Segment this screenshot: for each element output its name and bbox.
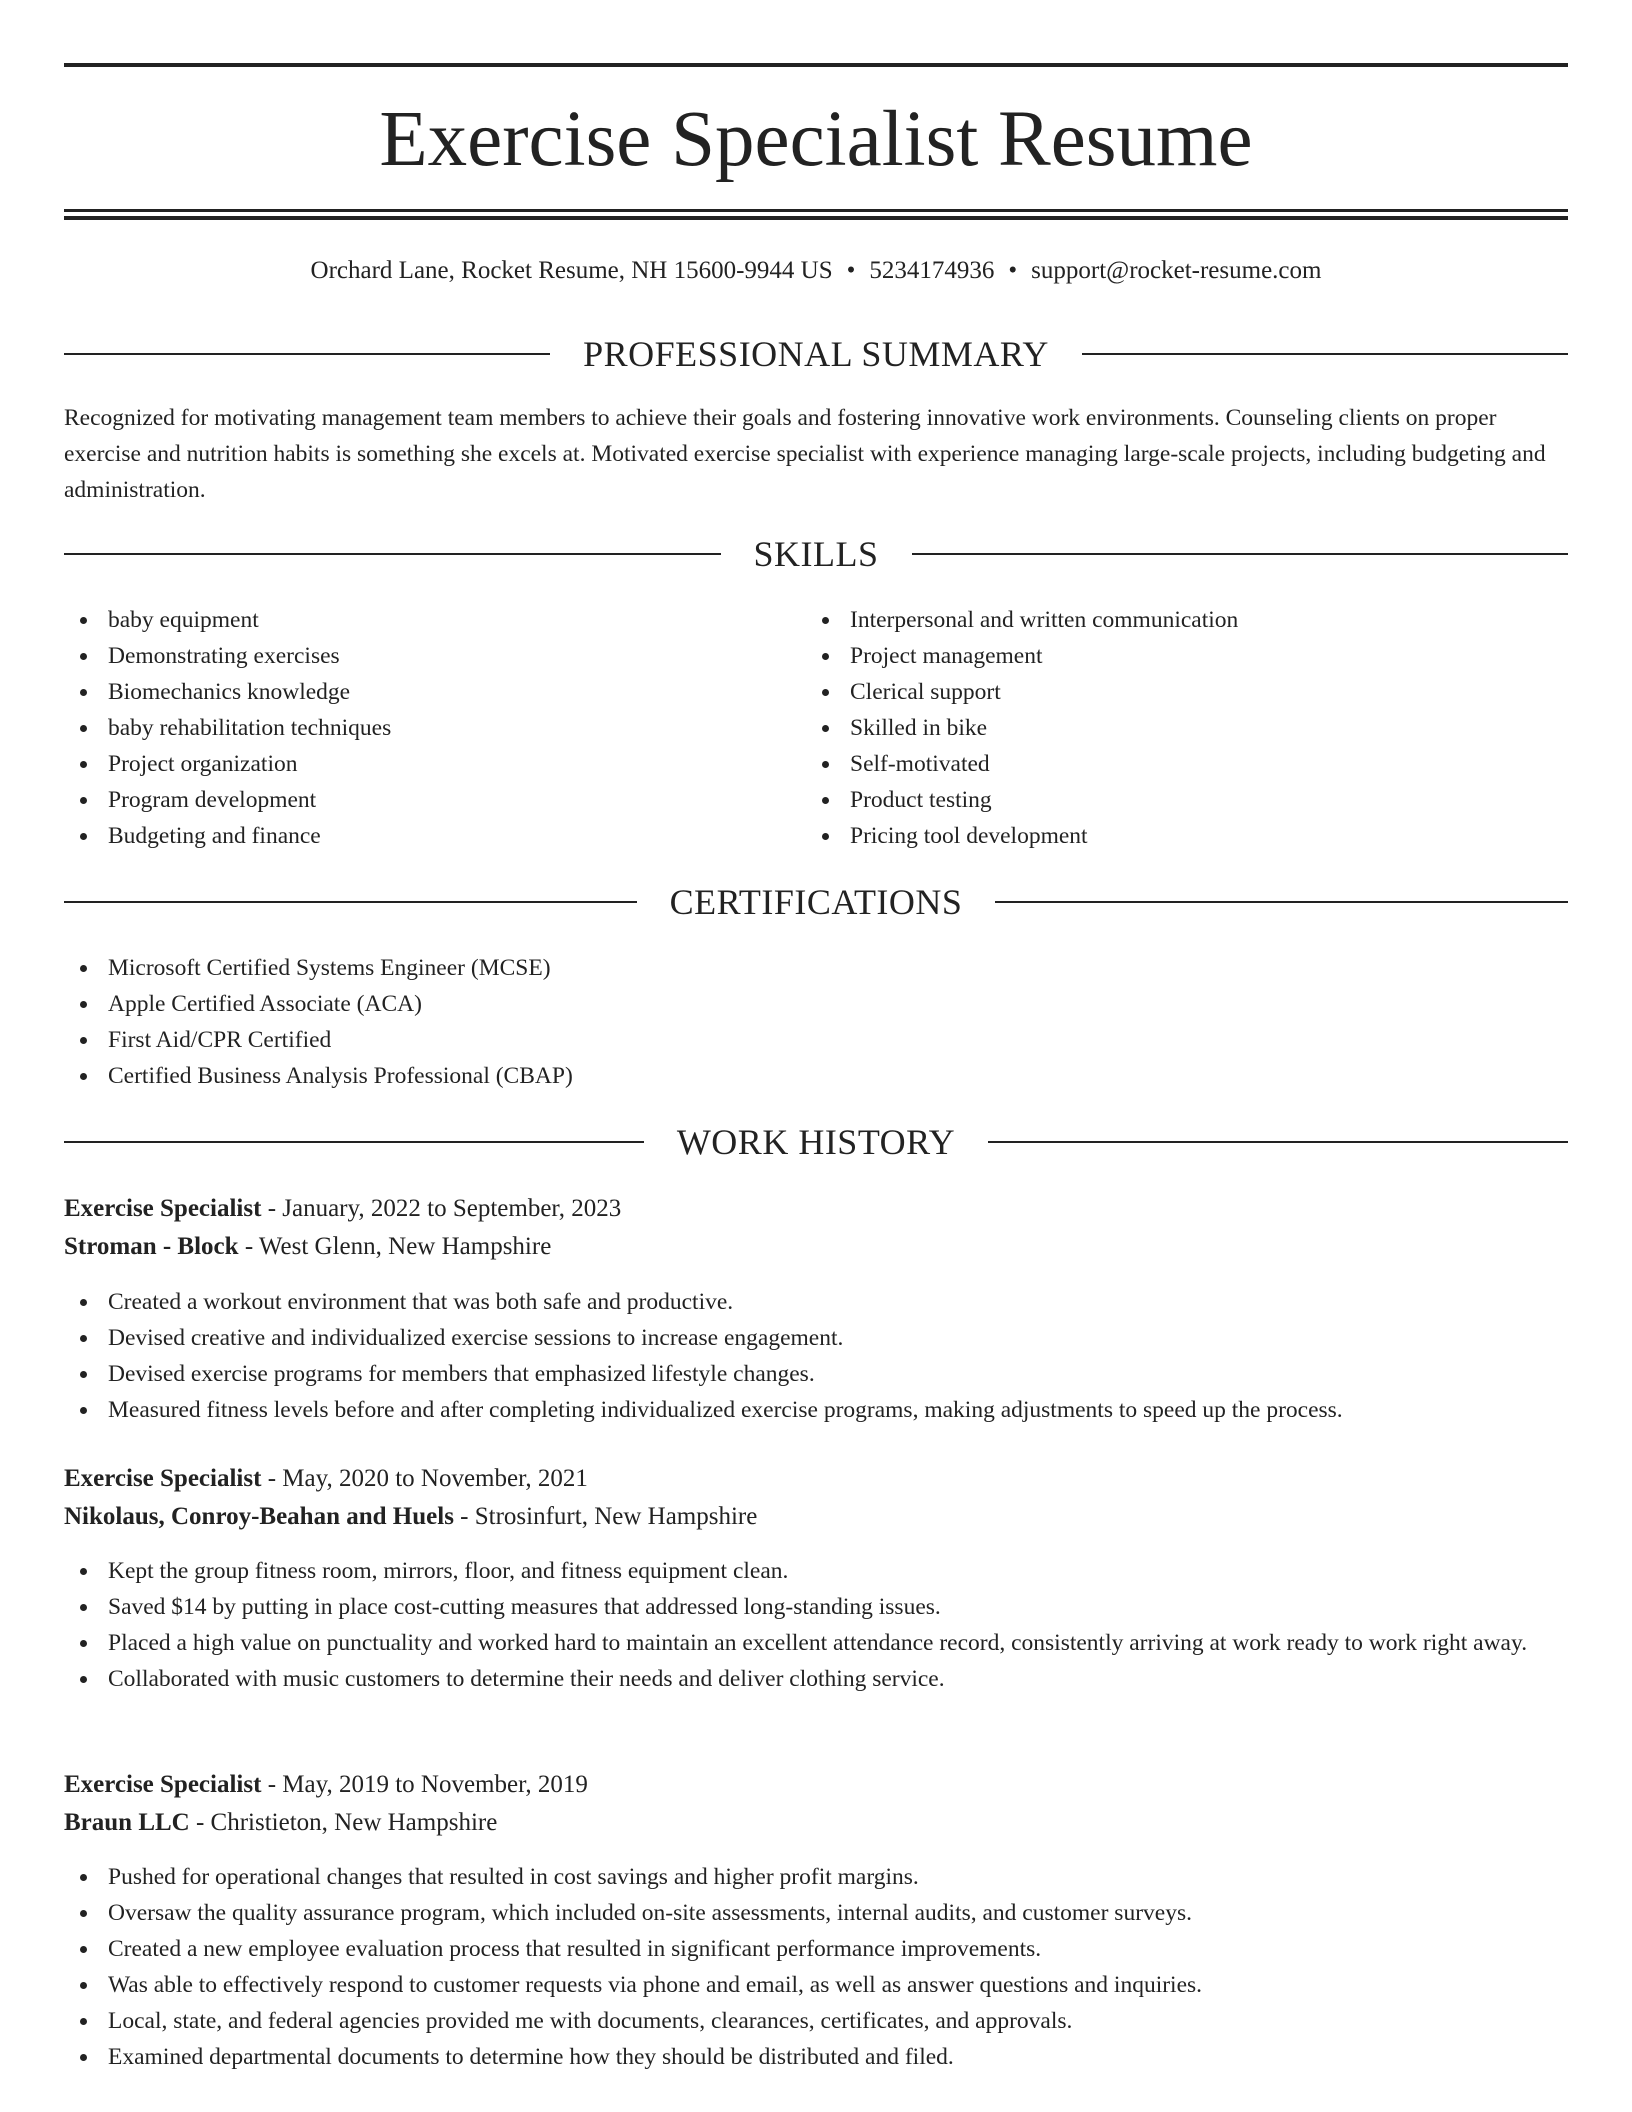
certification-item: Certified Business Analysis Professional (CBAP) [64, 1058, 1568, 1094]
section-title: WORK HISTORY [676, 1122, 956, 1162]
job-duty: Saved $14 by putting in place cost-cutting measures that addressed long-standing issues. [64, 1589, 1568, 1625]
job-duty: Examined departmental documents to determine how they should be distributed and filed. [64, 2039, 1568, 2075]
skill-item: Pricing tool development [806, 818, 1566, 854]
certification-item: First Aid/CPR Certified [64, 1022, 1568, 1058]
section-heading-skills [64, 532, 1568, 576]
certification-item: Microsoft Certified Systems Engineer (MCSE) [64, 950, 1568, 986]
skill-item: Self-motivated [806, 746, 1566, 782]
job-duties-list [64, 1859, 1568, 2075]
section-heading-summary [64, 332, 1568, 376]
section-title: SKILLS [753, 534, 879, 574]
skill-item: Clerical support [806, 674, 1566, 710]
job-duties-list [64, 1553, 1568, 1697]
heading-rule [64, 1141, 644, 1143]
skills-list-left [64, 602, 784, 854]
top-rule [64, 63, 1568, 67]
section-title: PROFESSIONAL SUMMARY [583, 334, 1049, 374]
skill-item: Demonstrating exercises [64, 638, 784, 674]
skill-item: Biomechanics knowledge [64, 674, 784, 710]
heading-rule [988, 1141, 1568, 1143]
job-location: - Strosinfurt, New Hampshire [453, 1503, 758, 1530]
job-title-line [64, 1767, 1568, 1803]
job-company: Braun LLC [64, 1809, 190, 1836]
title-rule [64, 216, 1568, 220]
skill-item: baby equipment [64, 602, 784, 638]
job-company: Nikolaus, Conroy-Beahan and Huels [64, 1503, 454, 1530]
job-duty: Local, state, and federal agencies provided me with documents, clearances, certificates, and approvals. [64, 2003, 1568, 2039]
job-title: Exercise Specialist [64, 1465, 262, 1492]
job-duty: Was able to effectively respond to customer requests via phone and email, as well as answer questions and inquiries. [64, 1967, 1568, 2003]
heading-rule [64, 553, 721, 555]
heading-rule [1082, 353, 1568, 355]
job-title: Exercise Specialist [64, 1195, 262, 1222]
job-company: Stroman - Block [64, 1233, 239, 1260]
section-heading-certifications [64, 880, 1568, 924]
job-duty: Collaborated with music customers to determine their needs and deliver clothing service. [64, 1661, 1568, 1697]
section-heading-work-history [64, 1120, 1568, 1164]
job-company-line [64, 1805, 1568, 1841]
job-duty: Placed a high value on punctuality and worked hard to maintain an excellent attendance record, consistently arriving at work ready to work right away. [64, 1625, 1568, 1661]
job-duty: Kept the group fitness room, mirrors, floor, and fitness equipment clean. [64, 1553, 1568, 1589]
skills-list-right [806, 602, 1566, 854]
section-title: CERTIFICATIONS [669, 882, 963, 922]
job-title: Exercise Specialist [64, 1771, 262, 1798]
page-title: Exercise Specialist Resume [379, 96, 1253, 183]
job-duty: Created a workout environment that was both safe and productive. [64, 1284, 1568, 1320]
contact-phone: 5234174936 [869, 257, 995, 284]
skill-item: Project management [806, 638, 1566, 674]
contact-separator: • [846, 257, 856, 284]
job-company-line [64, 1499, 1568, 1535]
skill-item: Budgeting and finance [64, 818, 784, 854]
job-location: - Christieton, New Hampshire [189, 1809, 498, 1836]
job-duty: Devised creative and individualized exercise sessions to increase engagement. [64, 1320, 1568, 1356]
contact-email: support@rocket-resume.com [1031, 257, 1322, 284]
certifications-list [64, 950, 1568, 1094]
job-dates: - May, 2020 to November, 2021 [261, 1465, 588, 1492]
heading-rule [912, 553, 1569, 555]
heading-rule [64, 353, 550, 355]
skill-item: Product testing [806, 782, 1566, 818]
skill-item: Project organization [64, 746, 784, 782]
job-duty: Measured fitness levels before and after completing individualized exercise programs, making adjustments to speed up the process. [64, 1392, 1568, 1428]
certification-item: Apple Certified Associate (ACA) [64, 986, 1568, 1022]
job-duty: Oversaw the quality assurance program, which included on-site assessments, internal audits, and customer surveys. [64, 1895, 1568, 1931]
skill-item: Program development [64, 782, 784, 818]
heading-rule [995, 901, 1568, 903]
job-duty: Created a new employee evaluation process that resulted in significant performance improvements. [64, 1931, 1568, 1967]
job-title-line [64, 1461, 1568, 1497]
job-company-line [64, 1229, 1568, 1265]
summary-text: Recognized for motivating management team members to achieve their goals and fostering innovative work environments. Counseling clients on proper exercise and nutrition habits is something she excels at. Motivated exercise specialist with experience managing large-scale projects, including budgeting and administration. [64, 405, 1546, 503]
contact-address: Orchard Lane, Rocket Resume, NH 15600-9944 US [310, 257, 833, 284]
heading-rule [64, 901, 637, 903]
job-dates: - May, 2019 to November, 2019 [261, 1771, 588, 1798]
job-title-line [64, 1191, 1568, 1227]
skill-item: Skilled in bike [806, 710, 1566, 746]
skill-item: baby rehabilitation techniques [64, 710, 784, 746]
title-rule [64, 209, 1568, 212]
contact-separator: • [1008, 257, 1018, 284]
contact-line [64, 254, 1568, 288]
skill-item: Interpersonal and written communication [806, 602, 1566, 638]
job-duty: Pushed for operational changes that resulted in cost savings and higher profit margins. [64, 1859, 1568, 1895]
job-duties-list [64, 1284, 1568, 1428]
job-dates: - January, 2022 to September, 2023 [261, 1195, 622, 1222]
job-location: - West Glenn, New Hampshire [238, 1233, 552, 1260]
job-duty: Devised exercise programs for members that emphasized lifestyle changes. [64, 1356, 1568, 1392]
